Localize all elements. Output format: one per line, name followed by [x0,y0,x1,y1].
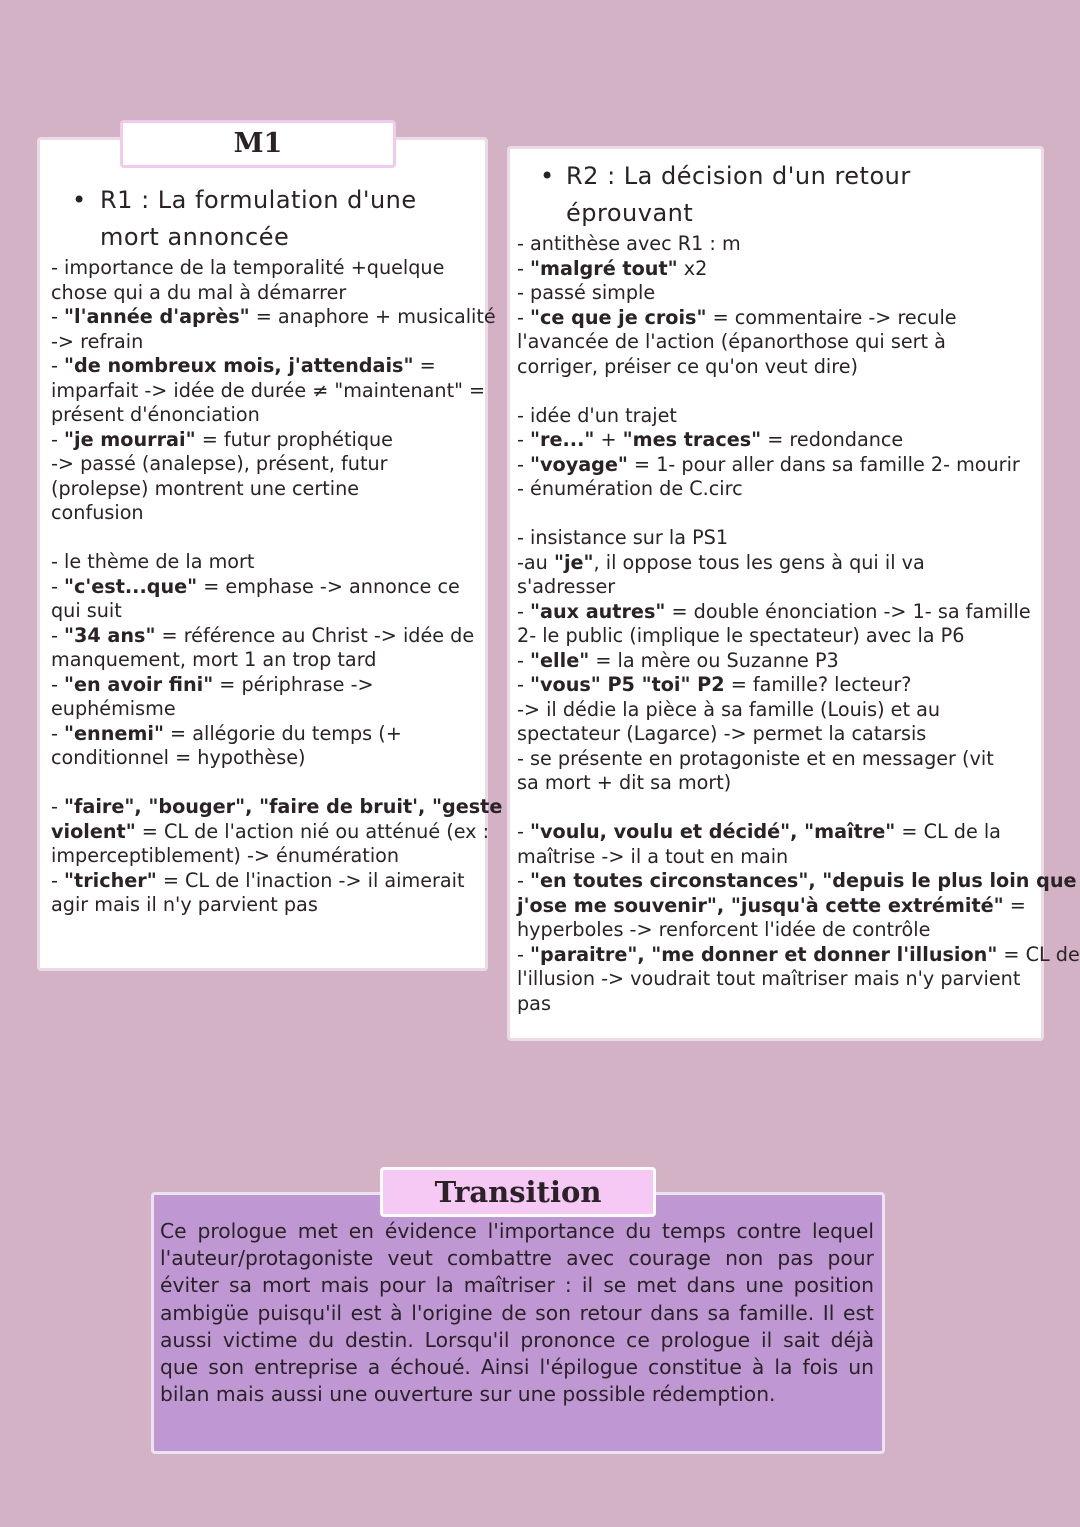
note-line [517,404,1032,429]
note-text: - passé simple [517,281,656,304]
note-text: qui suit [51,599,122,622]
note-text: = [413,354,436,377]
note-text: + [594,428,623,451]
note-text: - [51,672,65,696]
note-line [51,795,503,820]
note-text: = périphrase -> [213,672,374,696]
note-text: - idée d'un trajet [517,403,677,427]
r2-heading-line1: R2 : La décision d'un retour [566,162,911,190]
note-quote: "c'est...que" [64,574,198,598]
note-text: -au [517,550,554,574]
note-quote: "je mourrai" [64,427,196,451]
note-line [517,526,1032,551]
note-quote: "voulu, voulu et décidé", "maître" [530,820,896,843]
note-line [517,771,1032,796]
note-line [517,820,1032,845]
note-line [517,257,1032,282]
note-line [517,967,1032,992]
note-quote: "faire", "bouger", "faire de bruit', "geste [64,795,503,818]
note-text: = [1003,893,1026,917]
note-spacer [517,379,1032,404]
note-line [517,722,1032,747]
r2-bullet: • [540,162,555,190]
r1-bullet: • [72,186,87,214]
note-quote: "elle" [530,648,590,672]
note-line [517,649,1032,674]
note-spacer [517,796,1032,821]
note-quote: "malgré tout" [530,256,678,280]
note-line [51,746,481,771]
note-text: - [517,305,531,329]
note-line [517,453,1032,478]
note-spacer [517,502,1032,527]
note-line [51,305,496,330]
note-line [51,550,481,575]
note-line [51,452,481,477]
note-text: - [517,942,531,966]
note-line [51,648,481,673]
note-text: - [51,427,65,451]
r1-heading-line1: R1 : La formulation d'une [100,186,417,214]
note-spacer [51,771,481,796]
note-line [517,428,1032,453]
note-line [51,403,481,428]
note-text: -> passé (analepse), présent, futur [51,452,388,475]
note-line [51,893,481,918]
note-text: -> refrain [51,329,144,353]
note-line [517,477,1032,502]
note-quote: "34 ans" [64,623,156,647]
note-text: = référence au Christ -> idée de [155,623,475,647]
note-quote: "ennemi" [64,721,164,745]
note-line [517,747,1032,772]
note-text: - [517,452,531,476]
note-text: - [51,868,65,892]
r1-heading-line2: mort annoncée [100,223,290,251]
note-line [517,698,1032,723]
r1-heading [72,182,452,256]
note-text: - [517,648,531,672]
note-quote: "l'année d'après" [64,305,250,328]
note-text: - antithèse avec R1 : m [517,232,741,255]
note-text: - insistance sur la PS1 [517,526,729,549]
note-quote: "mes traces" [622,428,762,451]
note-text: - [517,869,531,892]
note-line [517,845,1032,870]
note-text: - [517,256,531,280]
note-text: - [51,795,65,818]
note-line [51,697,481,722]
note-text: pas [517,991,551,1015]
note-text: = futur prophétique [195,427,393,451]
note-text: = CL de [997,942,1080,966]
note-text: agir mais il n'y parvient pas [51,893,318,916]
note-quote: "re..." [530,428,595,451]
note-text: - [51,721,65,745]
note-line [517,942,1080,968]
r1-notes [51,256,503,918]
note-text: (prolepse) montrent une certine [51,476,360,500]
note-text: - [517,599,531,623]
note-line [51,575,481,600]
note-line [517,281,1032,306]
note-line [517,330,1032,355]
note-line [517,600,1032,625]
note-text: imparfait -> idée de durée ≠ "maintenant" = [51,378,486,402]
note-line [517,551,1032,576]
note-line [517,232,1032,257]
note-text: = famille? lecteur? [724,673,912,696]
note-line [517,673,1032,698]
note-text: = CL de l'inaction -> il aimerait [156,868,465,892]
note-text: = CL de la [895,820,1001,843]
note-line [51,281,481,306]
note-line [51,722,481,747]
note-line [517,575,1032,600]
note-text: maîtrise -> il a tout en main [517,844,789,868]
note-line [51,599,481,624]
note-text: hyperboles -> renforcent l'idée de contrôle [517,918,931,941]
note-text: - le thème de la mort [51,550,255,573]
note-text: - [51,574,65,598]
note-line [51,330,481,355]
note-text: = redondance [761,428,904,451]
r2-heading [540,158,960,232]
note-text: , il oppose tous les gens à qui il va [593,550,925,574]
note-text: conditionnel = hypothèse) [51,746,306,769]
note-text: = commentaire -> recule [706,305,957,329]
note-quote: "ce que je crois" [530,305,707,329]
note-quote: "tricher" [64,868,157,892]
note-text: - [517,673,531,696]
note-text: l'avancée de l'action (épanorthose qui sert à [517,330,946,353]
note-line [51,501,481,526]
note-text: chose qui a du mal à démarrer [51,280,347,304]
note-text: - [51,354,65,377]
note-text: = la mère ou Suzanne P3 [589,648,839,672]
note-text: l'illusion -> voudrait tout maîtriser mais n'y parvient [517,967,1021,990]
note-text: - [517,820,531,843]
note-quote: "de nombreux mois, j'attendais" [64,354,414,377]
note-quote: violent" [51,819,136,843]
note-line [51,844,481,869]
transition-tab-label: Transition [380,1167,656,1217]
note-line [51,428,481,453]
note-quote: j'ose me souvenir", "jusqu'à cette extrémité" [517,893,1004,917]
m1-tab-label: M1 [120,120,396,168]
transition-text: Ce prologue met en évidence l'importance du temps contre lequel l'auteur/protagoniste veut combattre avec courage non pas pour éviter sa mort mais pour la maîtriser : il se met dans une position ambigüe puisqu'il est à l'origine de son retour dans sa famille. Il est aussi victime du destin. Lorsqu'il prononce ce prologue il sait déjà que son entreprise a échoué. Ainsi l'épilogue constitue à la fois un bilan mais aussi une ouverture sur une possible rédemption. [160,1219,874,1407]
note-text: = allégorie du temps (+ [163,721,402,745]
note-text: 2- le public (implique le spectateur) avec la P6 [517,624,965,647]
note-text: - [51,305,65,328]
note-spacer [51,526,481,551]
note-line [51,624,481,649]
note-line [51,673,481,698]
note-text: = double énonciation -> 1- sa famille [665,599,1031,623]
note-text: imperceptiblement) -> énumération [51,844,400,867]
note-line [51,819,490,845]
note-text: confusion [51,501,144,524]
note-text: manquement, mort 1 an trop tard [51,648,377,671]
note-line [51,477,481,502]
note-text: s'adresser [517,575,616,598]
note-text: = 1- pour aller dans sa famille 2- mourir [627,452,1020,476]
note-text: = anaphore + musicalité [249,305,496,328]
note-line [517,992,1032,1017]
note-quote: "je" [553,550,594,574]
note-text: euphémisme [51,697,176,720]
note-text: - [51,623,65,647]
note-line [517,894,1032,919]
note-line [51,378,486,404]
note-quote: "aux autres" [530,599,666,623]
note-text: -> il dédie la pièce à sa famille (Louis) et au [517,697,941,721]
note-line [51,869,481,894]
note-text: corriger, préiser ce qu'on veut dire) [517,354,858,378]
r2-notes [517,232,1080,1016]
note-text: = emphase -> annonce ce [197,574,460,598]
note-text: spectateur (Lagarce) -> permet la catarsis [517,722,927,745]
note-quote: "vous" P5 "toi" P2 [530,673,725,696]
note-line [517,306,1032,331]
note-line [51,256,481,281]
note-text: x2 [677,256,708,280]
note-text: - énumération de C.circ [517,477,743,500]
note-text: = CL de l'action nié ou atténué (ex : [135,819,490,843]
note-line [517,869,1077,894]
note-text: sa mort + dit sa mort) [517,771,732,794]
note-quote: "paraitre", "me donner et donner l'illusion" [530,942,998,966]
note-line [517,355,1032,380]
note-quote: "en avoir fini" [64,672,214,696]
note-text: présent d'énonciation [51,403,260,426]
note-text: - se présente en protagoniste et en messager (vit [517,746,994,770]
note-line [517,918,1032,943]
note-line [517,624,1032,649]
note-line [51,354,481,379]
r2-heading-line2: éprouvant [566,199,694,227]
note-text: - importance de la temporalité +quelque [51,256,445,279]
note-quote: "en toutes circonstances", "depuis le plus loin que [530,869,1077,892]
note-quote: "voyage" [530,452,628,476]
note-text: - [517,428,531,451]
